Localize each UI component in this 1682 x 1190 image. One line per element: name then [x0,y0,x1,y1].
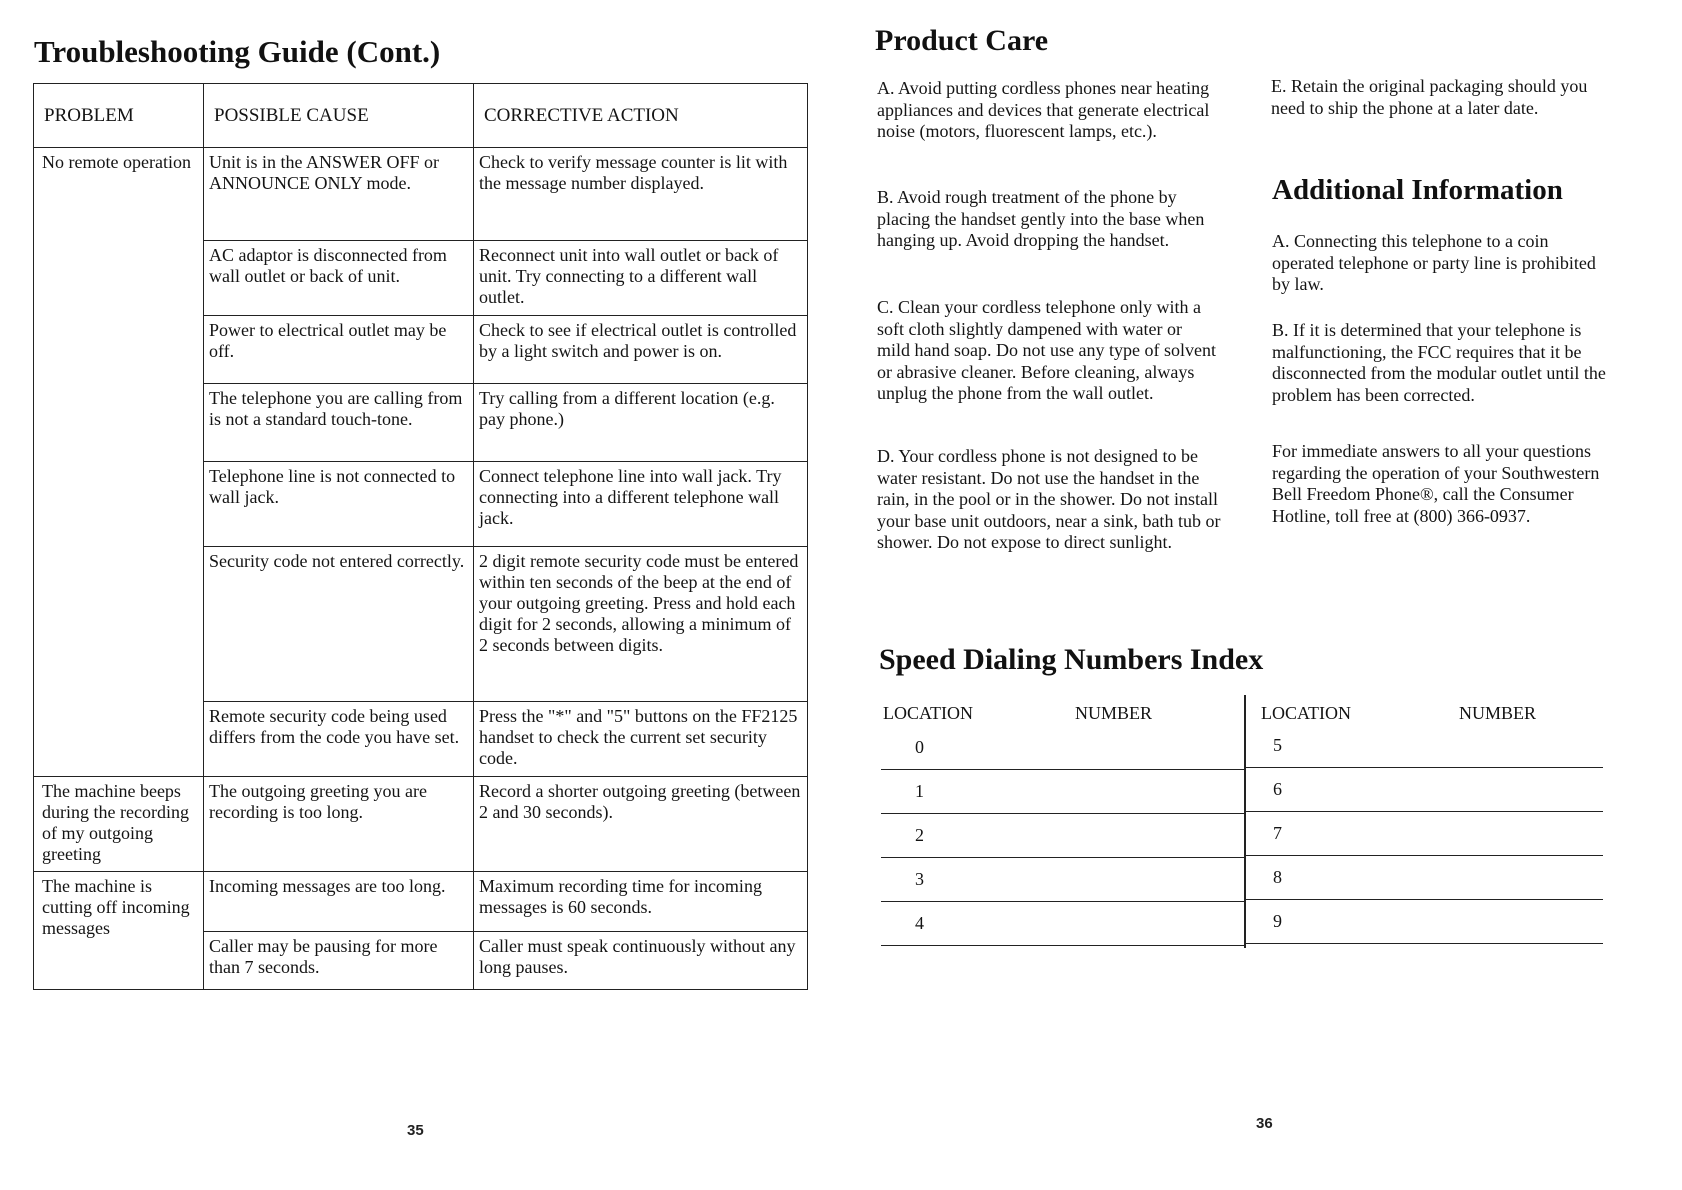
action-cell: Record a shorter outgoing greeting (between 2 and 30 seconds). [474,777,808,872]
care-item-b: B. Avoid rough treatment of the phone by placing the handset gently into the base when hanging up. Avoid dropping the handset. [877,187,1205,250]
action-cell: Maximum recording time for incoming messages is 60 seconds. [474,872,808,932]
cause-cell: Unit is in the ANSWER OFF or ANNOUNCE ONLY mode. [204,148,474,241]
right-page [841,0,1682,1190]
troubleshooting-table [33,83,808,990]
action-cell: Reconnect unit into wall outlet or back of unit. Try connecting to a different wall outlet. [474,241,808,316]
speed-dial-row [881,769,1244,814]
action-cell: Press the "*" and "5" buttons on the FF2125 handset to check the current set security code. [474,702,808,777]
action-cell: 2 digit remote security code must be entered within ten seconds of the beep at the end of your outgoing greeting. Press and hold each digit for 2 seconds, allowing a minimum of 2 seconds between digits. [474,547,808,702]
speed-dial-row [881,725,1244,770]
location-header: LOCATION [883,703,973,723]
speed-dial-row [1245,723,1603,768]
speed-dial-row [1245,767,1603,812]
care-item-c: C. Clean your cordless telephone only with a soft cloth slightly dampened with water or mild hand soap. Do not use any type of solvent or abrasive cleaner. Before cleaning, always unplug the phone from the wall outlet. [877,297,1216,403]
problem-cell: No remote operation [34,148,204,777]
location-number: 9 [1273,911,1282,931]
number-header: NUMBER [1459,703,1537,723]
number-header: NUMBER [1075,703,1153,723]
header-corrective-action: CORRECTIVE ACTION [474,84,808,148]
speed-dial-row [1245,855,1603,900]
location-header: LOCATION [1261,703,1351,723]
action-cell: Check to verify message counter is lit with the message number displayed. [474,148,808,241]
product-care-title: Product Care [875,24,1049,57]
location-number: 3 [915,869,924,889]
location-number: 5 [1273,735,1282,755]
speed-dial-row [881,901,1244,946]
action-cell: Caller must speak continuously without any long pauses. [474,932,808,990]
cause-cell: AC adaptor is disconnected from wall outlet or back of unit. [204,241,474,316]
problem-cell: The machine beeps during the recording of my outgoing greeting [34,777,204,872]
care-item-e: E. Retain the original packaging should you need to ship the phone at a later date. [1271,76,1588,118]
hotline-paragraph: For immediate answers to all your questions regarding the operation of your Southwestern Bell Freedom Phone®, call the Consumer Hotline, toll free at (800) 366-0937. [1272,441,1600,526]
speed-dial-row [1245,899,1603,944]
table-header-row [34,84,808,148]
header-problem: PROBLEM [34,84,204,148]
table-row [34,148,808,241]
location-number: 0 [915,737,924,757]
speed-dial-row [881,813,1244,858]
page-number: 36 [1256,1115,1273,1132]
cause-cell: Power to electrical outlet may be off. [204,316,474,384]
page-number: 35 [407,1122,424,1139]
additional-item-a: A. Connecting this telephone to a coin operated telephone or party line is prohibited by law. [1272,231,1596,294]
page-title: Troubleshooting Guide (Cont.) [34,34,441,69]
speed-dial-row [1245,811,1603,856]
location-number: 4 [915,913,924,933]
care-item-d: D. Your cordless phone is not designed to be water resistant. Do not use the handset in the rain, in the pool or in the shower. Do not install your base unit outdoors, near a sink, bath tub or shower. Do not expose to direct sunlight. [877,446,1221,552]
location-number: 1 [915,781,924,801]
action-cell: Try calling from a different location (e.g. pay phone.) [474,384,808,462]
location-number: 2 [915,825,924,845]
cause-cell: Security code not entered correctly. [204,547,474,702]
additional-info-title: Additional Information [1272,174,1563,206]
location-number: 6 [1273,779,1282,799]
action-cell: Connect telephone line into wall jack. Try connecting into a different telephone wall jack. [474,462,808,547]
table-row [34,872,808,932]
cause-cell: The outgoing greeting you are recording is too long. [204,777,474,872]
speed-dial-title: Speed Dialing Numbers Index [879,643,1264,676]
table-row [34,777,808,872]
additional-item-b: B. If it is determined that your telephone is malfunctioning, the FCC requires that it be disconnected from the modular outlet until the problem has been corrected. [1272,320,1606,405]
speed-dial-index [881,695,1606,950]
header-possible-cause: POSSIBLE CAUSE [204,84,474,148]
cause-cell: Telephone line is not connected to wall jack. [204,462,474,547]
action-cell: Check to see if electrical outlet is controlled by a light switch and power is on. [474,316,808,384]
care-item-a: A. Avoid putting cordless phones near heating appliances and devices that generate electrical noise (motors, fluorescent lamps, etc.). [877,78,1210,141]
speed-dial-row [881,857,1244,902]
cause-cell: Incoming messages are too long. [204,872,474,932]
location-number: 7 [1273,823,1282,843]
location-number: 8 [1273,867,1282,887]
cause-cell: Remote security code being used differs from the code you have set. [204,702,474,777]
cause-cell: Caller may be pausing for more than 7 seconds. [204,932,474,990]
problem-cell: The machine is cutting off incoming messages [34,872,204,990]
cause-cell: The telephone you are calling from is not a standard touch-tone. [204,384,474,462]
